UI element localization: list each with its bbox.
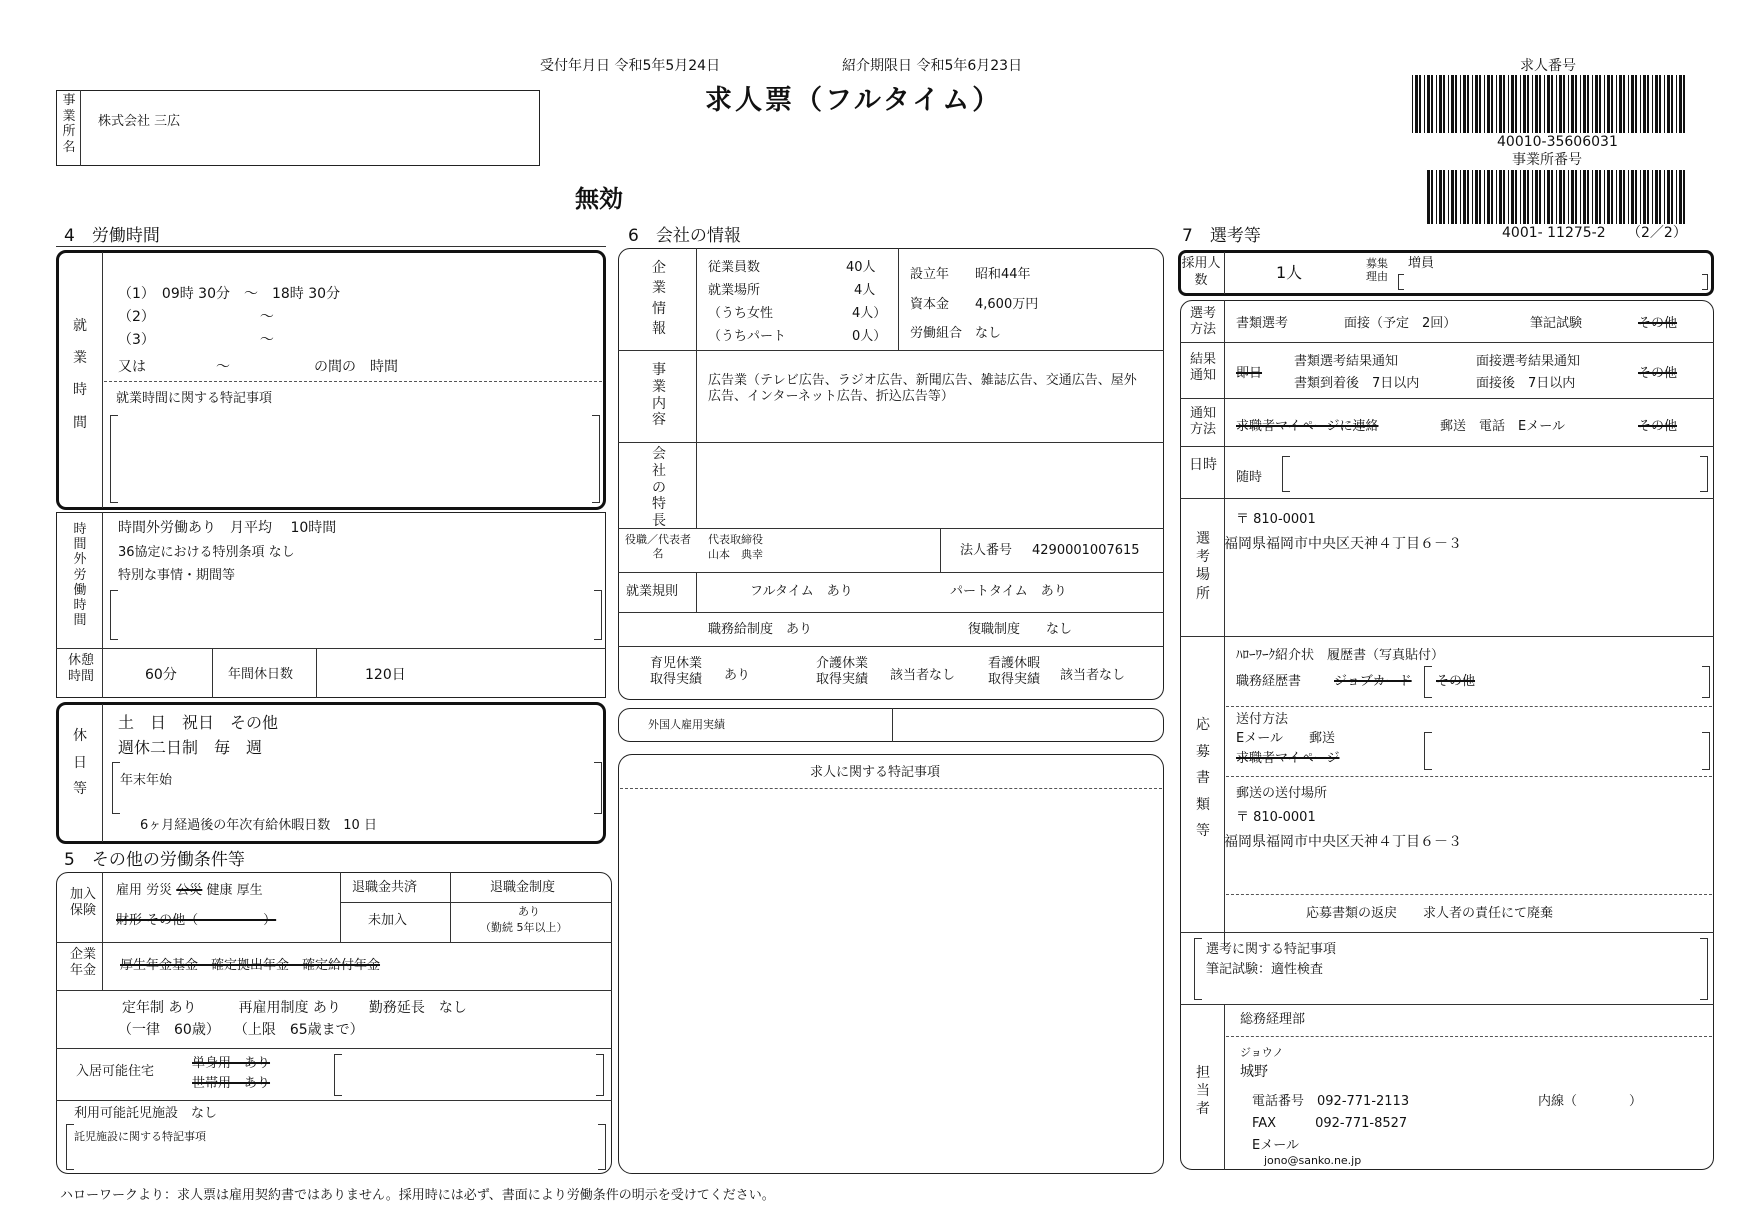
representative-title: 代表取締役 [708, 533, 763, 546]
barcode-bar [1667, 170, 1670, 224]
barcode-bar [1563, 170, 1565, 224]
insurance-label: 加入保険 [69, 887, 96, 918]
annual-holidays-label: 年間休日数 [228, 667, 294, 682]
datetime: 随時 [1236, 470, 1263, 485]
application-docs-2: 職務経歴書 [1236, 674, 1302, 689]
childcare-leave-label: 育児休業取得実績 [650, 656, 703, 687]
founded: 設立年 昭和44年 [910, 267, 1031, 282]
work-hours-line2: （2） ～ [118, 309, 274, 325]
barcode-bar [1484, 75, 1485, 133]
barcode-bar [1463, 75, 1466, 133]
barcode-bar [1556, 75, 1557, 133]
barcode-bar [1679, 75, 1682, 133]
barcode-bar [1631, 75, 1634, 133]
barcode-bar [1667, 75, 1670, 133]
barcode-bar [1443, 75, 1445, 133]
barcode-bar [1515, 75, 1517, 133]
contact-extension: 内線（ ） [1538, 1094, 1643, 1109]
work-hours-line4: 又は ～ の間の 時間 [118, 359, 398, 375]
barcode-bar [1568, 75, 1569, 133]
page-indicator: （2／2） [1627, 225, 1687, 241]
application-docs-1: ﾊﾛｰﾜｰｸ紹介状 履歴書（写真貼付） [1236, 648, 1445, 663]
barcode-bar [1643, 75, 1646, 133]
company-info-box [618, 248, 1164, 700]
result-notice-same-day: 即日 [1236, 366, 1263, 381]
mail-destination-zip: 〒 810-0001 [1236, 810, 1316, 825]
nursing-leave-label: 介護休業取得実績 [816, 656, 869, 687]
retirement-age-1: 定年制 あり 再雇用制度 あり 勤務延長 なし [122, 1000, 467, 1016]
contact-name: 城野 [1240, 1064, 1268, 1080]
barcode-bar [1580, 75, 1581, 133]
barcode-bar [1431, 75, 1433, 133]
break-label: 休憩時間 [68, 653, 95, 684]
retirement-system: あり [518, 905, 540, 918]
barcode-bar [1616, 75, 1617, 133]
barcode-bar [1619, 75, 1622, 133]
barcode-bar [1659, 170, 1661, 224]
barcode-bar [1472, 75, 1473, 133]
result-notice-interview-days: 面接後 7日以内 [1476, 376, 1576, 391]
barcode-bar [1563, 75, 1565, 133]
barcode-bar [1568, 170, 1569, 224]
barcode-bar [1491, 170, 1493, 224]
barcode-bar [1628, 170, 1629, 224]
barcode-bar [1467, 75, 1469, 133]
barcode-bar [1427, 170, 1430, 224]
barcode-bar [1508, 75, 1509, 133]
barcode-bar [1463, 170, 1466, 224]
insurance-1: 雇用 労災 [116, 883, 173, 898]
barcode-bar [1664, 170, 1665, 224]
barcode-bar [1575, 170, 1577, 224]
job-notes-box [618, 754, 1164, 1174]
barcode-bar [1559, 75, 1562, 133]
barcode-bar [1611, 75, 1613, 133]
application-docs-label: 応募書類等 [1196, 717, 1210, 840]
barcode-bar [1527, 75, 1529, 133]
barcode-bar [1647, 170, 1649, 224]
barcode-bar [1499, 75, 1502, 133]
contact-department: 総務経理部 [1240, 1012, 1306, 1027]
housing-label: 入居可能住宅 [76, 1064, 155, 1079]
barcode-bar [1583, 170, 1586, 224]
barcode-bar [1683, 75, 1685, 133]
barcode-bar [1628, 75, 1629, 133]
capital: 資本金 4,600万円 [910, 297, 1039, 312]
barcode-bar [1547, 75, 1550, 133]
barcode-bar [1595, 170, 1598, 224]
work-hours-note-label: 就業時間に関する特記事項 [116, 391, 273, 406]
barcode-bar [1443, 170, 1445, 224]
barcode-bar [1503, 75, 1505, 133]
barcode-bar [1571, 170, 1574, 224]
barcode-bar [1487, 170, 1490, 224]
selection-place-zip: 〒 810-0001 [1236, 512, 1316, 527]
barcode-bar [1451, 75, 1454, 133]
recruit-reason: 増員 [1408, 256, 1435, 271]
business: 広告業（テレビ広告、ラジオ広告、新聞広告、雑誌広告、交通広告、屋外広告、インターネット広告、折込広告等） [708, 373, 1137, 405]
barcode-bar [1523, 75, 1526, 133]
barcode-bar [1460, 75, 1461, 133]
notice-method-other: その他 [1638, 419, 1678, 434]
work-hours-line3: （3） ～ [118, 332, 274, 348]
referral-deadline: 紹介期限日 令和5年6月23日 [842, 58, 1023, 74]
hiring-count: 1人 [1276, 263, 1303, 282]
barcode-bar [1508, 170, 1509, 224]
barcode-bar [1451, 170, 1454, 224]
barcode-bar [1659, 75, 1661, 133]
barcode-bar [1583, 75, 1586, 133]
barcode-bar [1515, 170, 1517, 224]
work-rules-label: 就業規則 [626, 584, 679, 599]
overtime-2: 36協定における特別条項 なし [118, 545, 295, 560]
barcode-bar [1571, 75, 1574, 133]
barcode-bar [1455, 75, 1457, 133]
barcode-bar [1631, 170, 1634, 224]
notice-method: 郵送 電話 Eメール [1440, 419, 1565, 434]
application-docs-other: その他 [1436, 674, 1476, 689]
enterprise-info-label: 企業情報 [652, 260, 666, 337]
contact-email: jono@sanko.ne.jp [1264, 1154, 1362, 1167]
barcode-bar [1499, 170, 1502, 224]
employees-label: 従業員数 [708, 260, 761, 275]
barcode-bar [1520, 75, 1521, 133]
job-number: 40010-35606031 [1497, 134, 1618, 150]
barcode-bar [1431, 170, 1433, 224]
barcode-bar [1511, 75, 1514, 133]
barcode-bar [1427, 75, 1430, 133]
barcode-bar [1491, 75, 1493, 133]
job-number-label: 求人番号 [1520, 58, 1576, 74]
barcode-bar [1419, 75, 1421, 133]
job-wage-system: 職務給制度 あり [708, 622, 813, 637]
barcode-bar [1592, 170, 1593, 224]
representative-label: 役職／代表者名 [625, 533, 691, 561]
childcare-leave: あり [724, 668, 751, 683]
insurance-public-disaster: 公災 [176, 883, 203, 898]
document-return: 応募書類の返戻 求人者の責任にて廃棄 [1306, 906, 1554, 921]
barcode-bar [1475, 75, 1478, 133]
application-docs-jobcard: ジョブカード [1334, 674, 1412, 689]
contact-label: 担当者 [1196, 1065, 1210, 1118]
corporate-number: 4290001007615 [1032, 543, 1140, 558]
invalid-stamp: 無効 [575, 185, 623, 213]
company-label: 事業所名 [62, 93, 76, 155]
business-label: 事業内容 [652, 362, 666, 429]
female-label: （うち女性 [708, 306, 774, 321]
corporate-number-label: 法人番号 [960, 543, 1013, 558]
barcode-bar [1415, 75, 1418, 133]
barcode-bar [1535, 75, 1538, 133]
selection-note: 筆記試験：適性検査 [1206, 962, 1324, 977]
overtime-1: 時間外労働あり 月平均 10時間 [118, 520, 337, 536]
contact-kana: ジョウノ [1240, 1046, 1284, 1059]
barcode-bar [1676, 75, 1677, 133]
labor-union: 労働組合 なし [910, 326, 1002, 341]
send-method-label: 送付方法 [1236, 712, 1289, 727]
barcode-bar [1604, 170, 1605, 224]
reinstatement-system: 復職制度 なし [968, 622, 1073, 637]
holidays-label: 休日等 [73, 728, 87, 798]
workplace-label: 就業場所 [708, 283, 761, 298]
barcode-bar [1575, 75, 1577, 133]
barcode-bar [1616, 170, 1617, 224]
barcode-bar [1539, 75, 1541, 133]
barcode-bar [1436, 75, 1437, 133]
result-notice-doc: 書類選考結果通知 [1294, 354, 1399, 369]
nursing-leave: 該当者なし [890, 668, 956, 683]
selection-note-label: 選考に関する特記事項 [1206, 942, 1337, 957]
barcode-bar [1640, 75, 1641, 133]
barcode-bar [1475, 170, 1478, 224]
barcode-bar [1607, 170, 1610, 224]
send-method: Eメール 郵送 [1236, 731, 1335, 746]
workplace: 4人 [854, 283, 876, 298]
barcode-bar [1551, 75, 1553, 133]
barcode-bar [1448, 75, 1449, 133]
barcode-bar [1599, 170, 1601, 224]
annual-holidays: 120日 [365, 667, 406, 683]
selection-method-label: 選考方法 [1189, 306, 1216, 337]
foreign-employment-label: 外国人雇用実績 [648, 718, 725, 731]
retirement-system-cond: （勤続 5年以上） [480, 921, 568, 934]
barcode-bar [1604, 75, 1605, 133]
barcode-bar [1496, 75, 1497, 133]
barcode-bar [1487, 75, 1490, 133]
barcode-bar [1479, 75, 1481, 133]
barcode-bar [1527, 170, 1529, 224]
barcode-bar [1647, 75, 1649, 133]
barcode-bar [1460, 170, 1461, 224]
footer-note: ハローワークより：求人票は雇用契約書ではありません。採用時には必ず、書面により労働条件の明示を受けてください。 [60, 1188, 775, 1203]
notice-method-mypage: 求職者マイページに連絡 [1236, 419, 1379, 434]
retirement-age-2: （一律 60歳） （上限 65歳まで） [118, 1022, 364, 1038]
selection-method-3: 筆記試験 [1530, 316, 1583, 331]
barcode-bar [1671, 75, 1673, 133]
work-rules-full: フルタイム あり [750, 584, 853, 599]
recruit-reason-label: 募集理由 [1366, 257, 1388, 284]
overtime-3: 特別な事情・期間等 [118, 568, 236, 583]
part-label: （うちパート [708, 329, 787, 344]
care-leave: 該当者なし [1060, 668, 1126, 683]
datetime-label: 日時 [1189, 457, 1217, 473]
barcode-bar [1520, 170, 1521, 224]
mail-destination-label: 郵送の送付場所 [1236, 786, 1328, 801]
insurance-2: 財形 その他（ ） [116, 913, 277, 928]
job-number-barcode [1412, 75, 1692, 133]
barcode-bar [1436, 170, 1437, 224]
barcode-bar [1655, 75, 1658, 133]
barcode-bar [1635, 75, 1637, 133]
barcode-bar [1635, 170, 1637, 224]
barcode-bar [1643, 170, 1646, 224]
job-notes-title: 求人に関する特記事項 [810, 765, 941, 780]
section-4-title: 4 労働時間 [64, 226, 160, 246]
barcode-bar [1544, 75, 1545, 133]
office-number-barcode [1427, 170, 1692, 224]
barcode-bar [1412, 75, 1413, 133]
pension: 厚生年金基金 確定拠出年金 確定給付年金 [120, 958, 381, 973]
barcode-bar [1496, 170, 1497, 224]
barcode-bar [1683, 170, 1685, 224]
barcode-bar [1503, 170, 1505, 224]
overtime-label: 時間外労働時間 [73, 522, 87, 629]
barcode-bar [1532, 170, 1533, 224]
barcode-bar [1448, 170, 1449, 224]
barcode-bar [1551, 170, 1553, 224]
result-notice-label: 結果通知 [1189, 352, 1216, 383]
result-notice-interview: 面接選考結果通知 [1476, 354, 1581, 369]
section-5-title: 5 その他の労働条件等 [64, 850, 245, 870]
send-method-mypage: 求職者マイページ [1236, 751, 1340, 766]
part: 0人） [852, 329, 887, 344]
pension-label: 企業年金 [69, 947, 96, 978]
selection-method-4: その他 [1638, 316, 1678, 331]
barcode-bar [1676, 170, 1677, 224]
barcode-bar [1671, 170, 1673, 224]
representative-name: 山本 典幸 [708, 548, 763, 561]
result-notice-doc-days: 書類到着後 7日以内 [1294, 376, 1420, 391]
holidays-1: 土 日 祝日 その他 [118, 713, 279, 732]
barcode-bar [1523, 170, 1526, 224]
retirement-mutual: 未加入 [368, 913, 408, 928]
barcode-bar [1479, 170, 1481, 224]
barcode-bar [1544, 170, 1545, 224]
barcode-bar [1559, 170, 1562, 224]
work-rules-part: パートタイム あり [950, 584, 1067, 599]
break-time: 60分 [145, 667, 177, 683]
barcode-bar [1424, 75, 1425, 133]
features-label: 会社の特長 [652, 446, 666, 530]
retirement-system-label: 退職金制度 [490, 880, 556, 895]
holidays-note: 年末年始 [120, 773, 173, 788]
barcode-bar [1439, 75, 1442, 133]
barcode-bar [1623, 170, 1625, 224]
barcode-bar [1587, 170, 1589, 224]
selection-method-1: 書類選考 [1236, 316, 1289, 331]
barcode-bar [1484, 170, 1485, 224]
office-number: 4001- 11275-2 [1502, 225, 1606, 241]
barcode-bar [1535, 170, 1538, 224]
barcode-bar [1592, 75, 1593, 133]
barcode-bar [1607, 75, 1610, 133]
holidays-2: 週休二日制 毎 週 [118, 738, 263, 757]
page-title: 求人票（フルタイム） [705, 85, 1003, 116]
barcode-bar [1640, 170, 1641, 224]
selection-place-label: 選考場所 [1196, 531, 1210, 602]
selection-method-2: 面接（予定 2回） [1344, 316, 1457, 331]
housing-single: 単身用 あり [192, 1056, 271, 1071]
retirement-mutual-label: 退職金共済 [352, 880, 418, 895]
contact-tel: 電話番号 092-771-2113 [1252, 1094, 1410, 1109]
barcode-bar [1595, 75, 1598, 133]
housing-family: 世帯用 あり [192, 1076, 271, 1091]
care-leave-label: 看護休暇取得実績 [988, 656, 1041, 687]
section-7-title: 7 選考等 [1182, 226, 1261, 246]
barcode-bar [1587, 75, 1589, 133]
notice-method-label: 通知方法 [1189, 406, 1216, 437]
barcode-bar [1547, 170, 1550, 224]
barcode-bar [1539, 170, 1541, 224]
barcode-bar [1532, 75, 1533, 133]
employees: 40人 [846, 260, 876, 275]
barcode-bar [1655, 170, 1658, 224]
barcode-bar [1679, 170, 1682, 224]
barcode-bar [1580, 170, 1581, 224]
office-number-label: 事業所番号 [1512, 152, 1582, 168]
contact-fax: FAX 092-771-8527 [1252, 1116, 1408, 1131]
barcode-bar [1467, 170, 1469, 224]
contact-email-label: Eメール [1252, 1138, 1299, 1153]
insurance-1b: 健康 厚生 [206, 883, 263, 898]
company-name: 株式会社 三広 [98, 114, 181, 129]
work-hours-line1: （1） 09時 30分 ～ 18時 30分 [118, 286, 341, 302]
childcare-note: 託児施設に関する特記事項 [74, 1130, 206, 1143]
barcode-bar [1652, 75, 1653, 133]
work-hours-label: 就業時間 [73, 318, 87, 431]
barcode-bar [1472, 170, 1473, 224]
barcode-bar [1664, 75, 1665, 133]
barcode-bar [1619, 170, 1622, 224]
female: 4人） [852, 306, 887, 321]
selection-place-address: 福岡県福岡市中央区天神４丁目６－３ [1224, 536, 1462, 552]
barcode-bar [1455, 170, 1457, 224]
hiring-count-label: 採用人数 [1181, 256, 1221, 288]
mail-destination-address: 福岡県福岡市中央区天神４丁目６－３ [1224, 834, 1462, 850]
barcode-bar [1511, 170, 1514, 224]
barcode-bar [1652, 170, 1653, 224]
result-notice-other: その他 [1638, 366, 1678, 381]
barcode-bar [1556, 170, 1557, 224]
reception-date: 受付年月日 令和5年5月24日 [540, 58, 721, 74]
barcode-bar [1623, 75, 1625, 133]
barcode-bar [1439, 170, 1442, 224]
hiring-count-box [1178, 250, 1714, 296]
overtime-box [56, 512, 606, 698]
barcode-bar [1611, 170, 1613, 224]
section-6-title: 6 会社の情報 [628, 226, 741, 246]
barcode-bar [1599, 75, 1601, 133]
childcare: 利用可能託児施設 なし [74, 1106, 218, 1121]
paid-leave: 6ヶ月経過後の年次有給休暇日数 10 日 [140, 818, 377, 833]
